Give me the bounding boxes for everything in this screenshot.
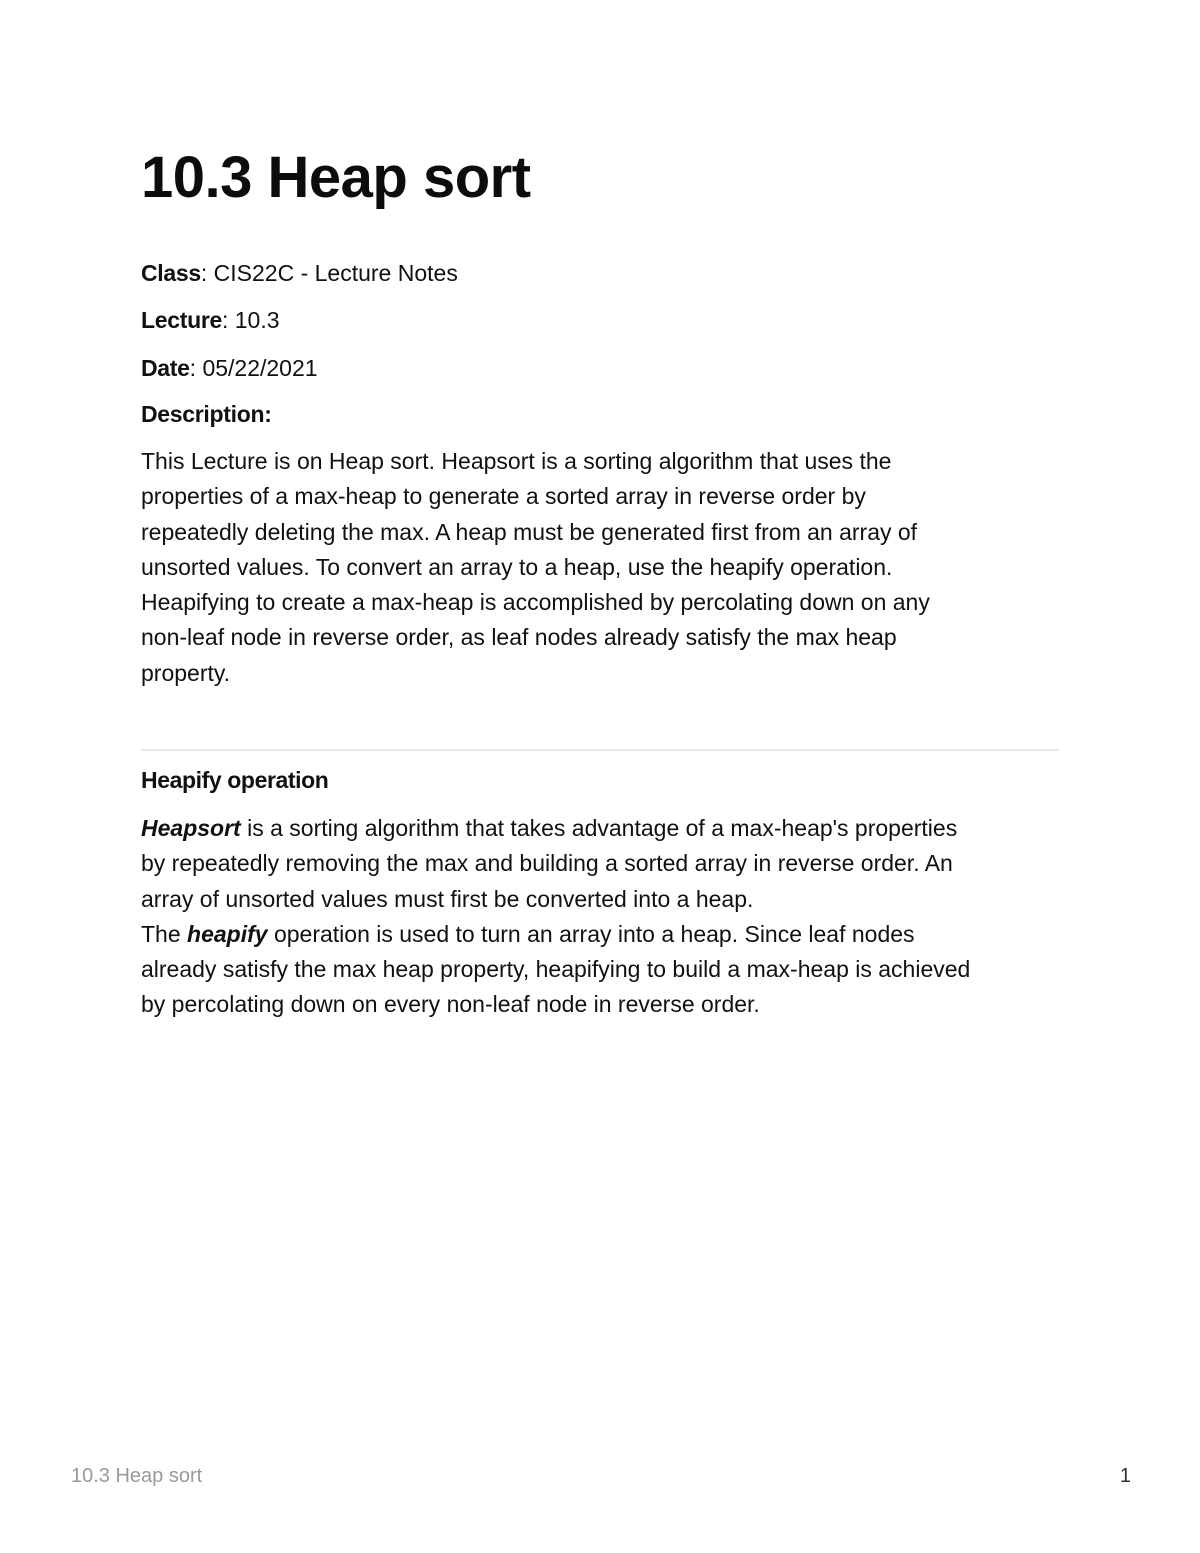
description-line: properties of a max-heap to generate a sorted array in reverse order by <box>141 483 866 510</box>
heapsort-paragraph-line: by repeatedly removing the max and building a sorted array in reverse order. An <box>141 850 953 877</box>
description-line: Heapifying to create a max-heap is accomplished by percolating down on any <box>141 589 930 616</box>
meta-date: Date: 05/22/2021 <box>141 355 318 381</box>
footer-title: 10.3 Heap sort <box>71 1465 203 1487</box>
page-number: 1 <box>1119 1465 1131 1487</box>
description-paragraph <box>141 444 1076 691</box>
heapify-paragraph-line <box>141 917 1076 952</box>
heapify-prefix: The <box>141 920 188 947</box>
heapify-paragraph-line: already satisfy the max heap property, heapifying to build a max-heap is achieved <box>141 956 971 983</box>
meta-class: Class: CIS22C - Lecture Notes <box>141 260 458 286</box>
description-line: unsorted values. To convert an array to a heap, use the heapify operation. <box>141 553 893 580</box>
heapify-paragraph-line: by percolating down on every non-leaf node in reverse order. <box>141 991 760 1018</box>
heapsort-paragraph-line: array of unsorted values must first be converted into a heap. <box>141 885 754 912</box>
meta-date-value: 05/22/2021 <box>202 355 318 381</box>
meta-date-label: Date <box>141 355 190 381</box>
meta-lecture-label: Lecture <box>141 307 222 333</box>
meta-lecture-value: 10.3 <box>234 307 280 333</box>
heapify-term: heapify <box>187 920 268 947</box>
heapsort-term: Heapsort <box>141 815 241 841</box>
page-title: 10.3 Heap sort <box>141 145 531 210</box>
description-line: This Lecture is on Heap sort. Heapsort is a sorting algorithm that uses the <box>141 448 892 474</box>
section-heading: Heapify operation <box>141 767 329 793</box>
meta-class-label: Class <box>141 260 201 286</box>
section-divider <box>141 749 1059 751</box>
meta-class-value: CIS22C - Lecture Notes <box>213 260 458 286</box>
description-line: property. <box>141 659 231 686</box>
heapify-line1-text: operation is used to turn an array into a heap. Since leaf nodes <box>267 920 915 947</box>
description-line: repeatedly deleting the max. A heap must be generated first from an array of <box>141 518 918 545</box>
meta-description-label: Description <box>141 401 265 427</box>
heapsort-paragraph-line <box>141 811 1076 846</box>
meta-description: Description: <box>141 401 272 427</box>
heapify-section-body <box>141 811 1076 1023</box>
meta-lecture: Lecture: 10.3 <box>141 307 280 333</box>
description-line: non-leaf node in reverse order, as leaf nodes already satisfy the max heap <box>141 624 897 651</box>
heapsort-line1-text: is a sorting algorithm that takes advantage of a max-heap's properties <box>240 815 958 841</box>
